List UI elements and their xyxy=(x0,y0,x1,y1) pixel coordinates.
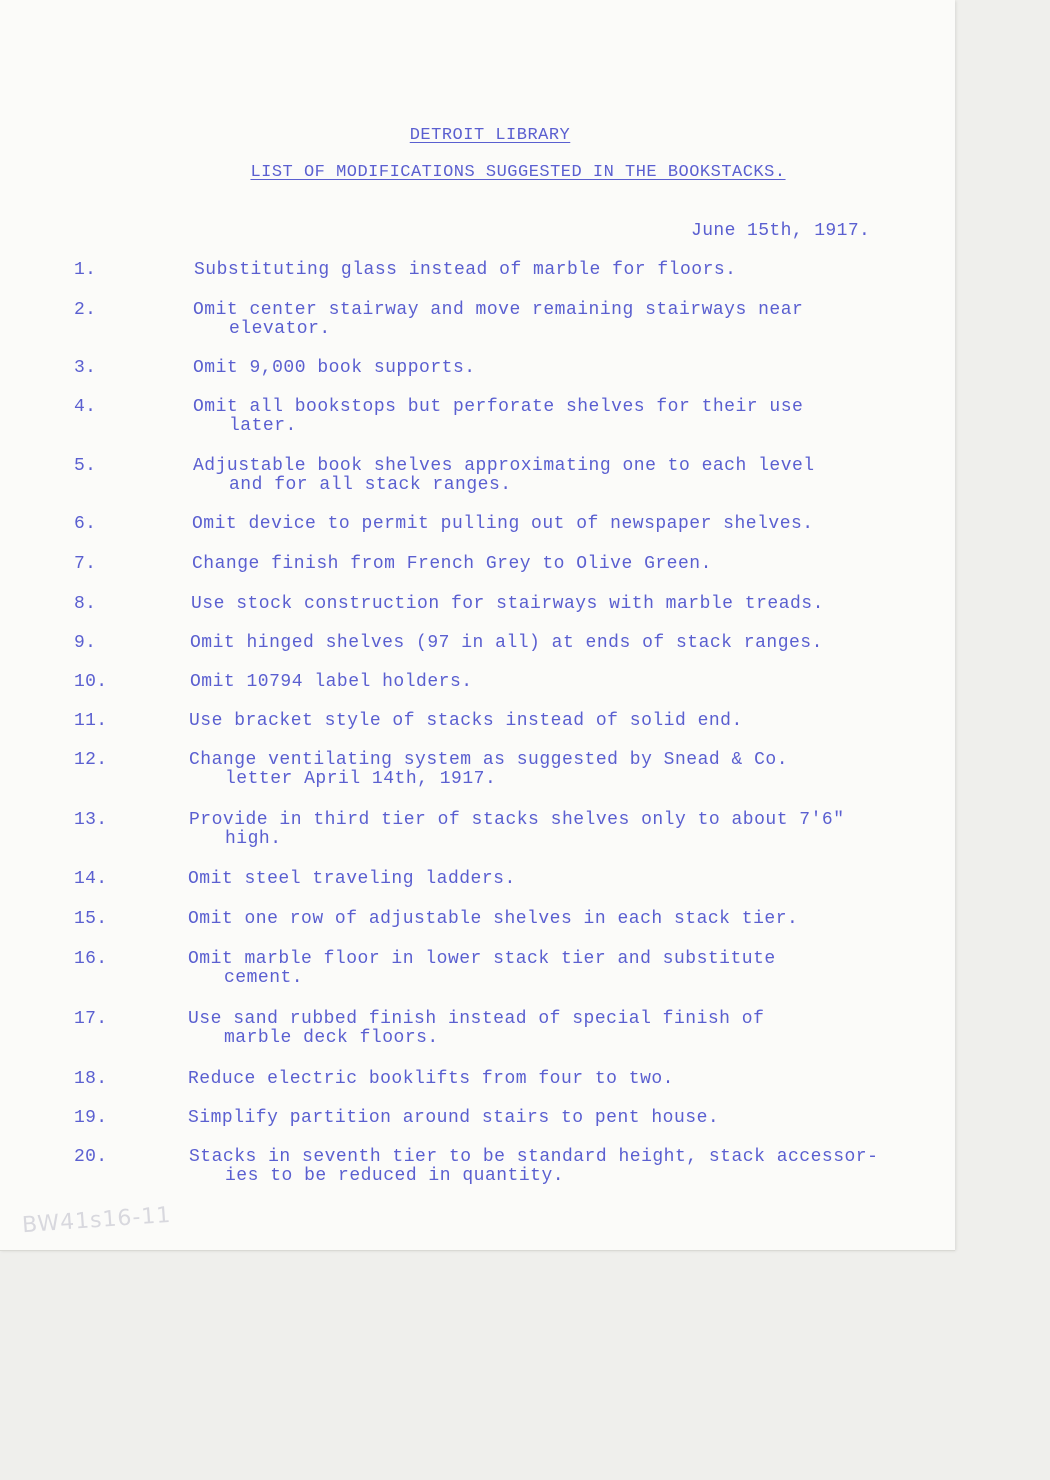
item-text-continuation: and for all stack ranges. xyxy=(229,475,512,495)
item-number: 17. xyxy=(74,1009,108,1029)
item-number: 10. xyxy=(74,672,108,692)
item-number: 3. xyxy=(74,358,97,378)
item-text: Omit 9,000 book supports. xyxy=(193,358,476,378)
item-text: Adjustable book shelves approximating one to each level xyxy=(193,456,815,476)
item-number: 7. xyxy=(74,554,97,574)
item-number: 11. xyxy=(74,711,108,731)
item-text: Omit 10794 label holders. xyxy=(190,672,473,692)
item-text: Use stock construction for stairways with marble treads. xyxy=(191,594,824,614)
item-number: 14. xyxy=(74,869,108,889)
page-edge xyxy=(0,1250,955,1251)
item-text: Omit one row of adjustable shelves in each stack tier. xyxy=(188,909,799,929)
item-number: 15. xyxy=(74,909,108,929)
item-text: Omit center stairway and move remaining stairways near xyxy=(193,300,804,320)
item-text: Change finish from French Grey to Olive Green. xyxy=(192,554,712,574)
item-text: Omit marble floor in lower stack tier and substitute xyxy=(188,949,776,969)
item-text-continuation: letter April 14th, 1917. xyxy=(225,769,497,789)
item-text-continuation: cement. xyxy=(224,968,304,988)
item-text-continuation: later. xyxy=(229,416,297,436)
item-number: 4. xyxy=(74,397,97,417)
item-text: Substituting glass instead of marble for floors. xyxy=(194,260,737,280)
item-text: Reduce electric booklifts from four to two. xyxy=(188,1069,674,1089)
item-number: 16. xyxy=(74,949,108,969)
item-text: Change ventilating system as suggested by Snead & Co. xyxy=(189,750,788,770)
document-title: DETROIT LIBRARY xyxy=(409,126,571,145)
item-number: 12. xyxy=(74,750,108,770)
item-text-continuation: ies to be reduced in quantity. xyxy=(225,1166,565,1186)
item-text: Simplify partition around stairs to pent house. xyxy=(188,1108,720,1128)
item-text: Omit device to permit pulling out of newspaper shelves. xyxy=(192,514,814,534)
item-number: 1. xyxy=(74,260,97,280)
item-text: Stacks in seventh tier to be standard height, stack accessor- xyxy=(189,1147,879,1167)
item-text: Omit steel traveling ladders. xyxy=(188,869,516,889)
item-text-continuation: high. xyxy=(225,829,282,849)
item-text: Omit all bookstops but perforate shelves for their use xyxy=(193,397,804,417)
item-text: Use sand rubbed finish instead of special finish of xyxy=(188,1009,765,1029)
document-date: June 15th, 1917. xyxy=(691,221,871,241)
item-text-continuation: marble deck floors. xyxy=(224,1028,439,1048)
item-number: 6. xyxy=(74,514,97,534)
item-text: Use bracket style of stacks instead of solid end. xyxy=(189,711,743,731)
pencil-annotation: BW41s16-11 xyxy=(21,1202,173,1239)
item-number: 8. xyxy=(74,594,97,614)
item-number: 9. xyxy=(74,633,97,653)
item-number: 18. xyxy=(74,1069,108,1089)
item-number: 19. xyxy=(74,1108,108,1128)
item-number: 20. xyxy=(74,1147,108,1167)
item-number: 2. xyxy=(74,300,97,320)
item-text: Omit hinged shelves (97 in all) at ends of stack ranges. xyxy=(190,633,823,653)
item-text-continuation: elevator. xyxy=(229,319,331,339)
item-text: Provide in third tier of stacks shelves only to about 7'6" xyxy=(189,810,845,830)
item-number: 5. xyxy=(74,456,97,476)
document-subtitle: LIST OF MODIFICATIONS SUGGESTED IN THE BOOKSTACKS. xyxy=(250,163,786,182)
item-number: 13. xyxy=(74,810,108,830)
